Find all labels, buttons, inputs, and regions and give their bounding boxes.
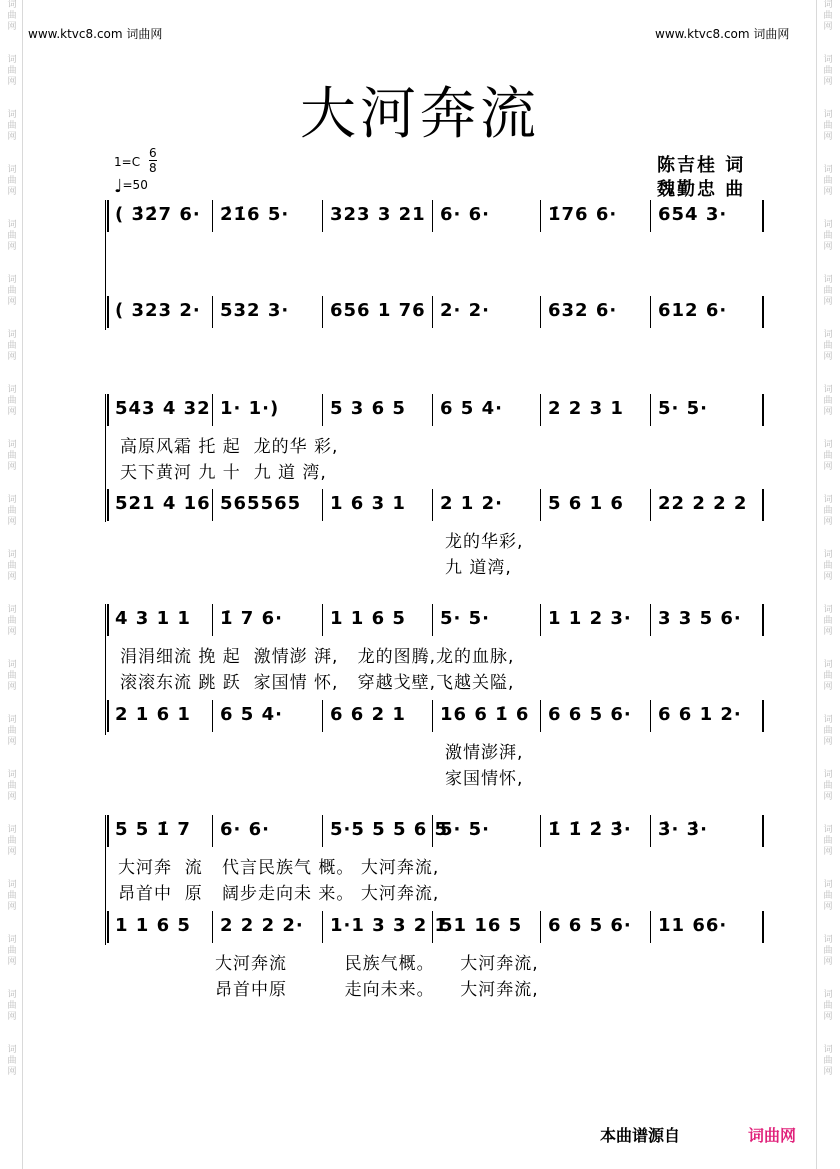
barline — [432, 296, 433, 328]
barline — [107, 700, 109, 732]
watermark-text: 词 曲 网 — [823, 825, 833, 857]
measure: 1̇76 6· — [548, 204, 618, 225]
barline — [322, 394, 323, 426]
barline — [650, 296, 651, 328]
lyric-line: 激情澎湃, — [445, 743, 524, 763]
measure: 16 6 1̇ 6 — [440, 704, 530, 725]
watermark-text: 词 曲 网 — [7, 495, 17, 527]
watermark-text: 词 曲 网 — [7, 550, 17, 582]
measure: 1 1 6 5 — [115, 915, 191, 936]
watermark-text: 词 曲 网 — [823, 0, 833, 32]
watermark-text: 词 曲 网 — [7, 0, 17, 32]
barline — [107, 911, 109, 943]
watermark-text: 词 曲 网 — [823, 660, 833, 692]
measure: 2 1 2· — [440, 493, 503, 514]
measure: 565565 — [220, 493, 302, 514]
measure: 6 6 2 1 — [330, 704, 406, 725]
watermark-text: 词 曲 网 — [823, 275, 833, 307]
lyric-line: 大河奔流 民族气概。 大河奔流, — [215, 954, 539, 974]
measure: 543 4 32 — [115, 398, 211, 419]
watermark-text: 词 曲 网 — [823, 55, 833, 87]
margin-line-right — [816, 0, 817, 1169]
watermark-text: 词 曲 网 — [823, 880, 833, 912]
barline — [107, 296, 109, 328]
measure: 5· 5· — [440, 819, 490, 840]
barline — [650, 394, 651, 426]
song-title: 大河奔流 — [300, 82, 540, 147]
lyric-line: 家国情怀, — [445, 769, 524, 789]
barline — [540, 700, 541, 732]
watermark-text: 词 曲 网 — [7, 55, 17, 87]
barline — [650, 604, 651, 636]
watermark-text: 词 曲 网 — [823, 1045, 833, 1077]
watermark-strip-left — [3, 0, 21, 1169]
measure: 6 6 5 6· — [548, 704, 632, 725]
watermark-text: 词 曲 网 — [823, 220, 833, 252]
barline — [212, 604, 213, 636]
barline — [322, 700, 323, 732]
watermark-text: 词 曲 网 — [7, 715, 17, 747]
measure: ( 3̇2̇7 6· — [115, 204, 201, 225]
lyric-line: 昂首中原 走向未来。 大河奔流, — [215, 980, 539, 1000]
measure: 1̇ 1̇ 2̇ 3̇· — [548, 819, 632, 840]
barline — [322, 489, 323, 521]
margin-line-left — [22, 0, 23, 1169]
barline — [762, 604, 764, 636]
measure: 3 3 5 6· — [658, 608, 742, 629]
lyric-line: 九 道湾, — [445, 558, 512, 578]
barline — [762, 296, 764, 328]
measure: 2 2 3 1 — [548, 398, 624, 419]
barline — [322, 815, 323, 847]
watermark-text: 词 曲 网 — [7, 440, 17, 472]
measure: 1·1 3 3 2 1 — [330, 915, 449, 936]
watermark-strip-right — [819, 0, 837, 1169]
lyric-line: 昂首中 原 阔步走向未 来。 大河奔流, — [118, 884, 440, 904]
watermark-text: 词 曲 网 — [7, 605, 17, 637]
measure: 4 3 1 1 — [115, 608, 191, 629]
barline — [540, 200, 541, 232]
watermark-text: 词 曲 网 — [7, 110, 17, 142]
meter-denominator: 8 — [149, 161, 157, 175]
barline — [650, 200, 651, 232]
measure: 6· 6· — [440, 204, 490, 225]
lyric-line: 高原风霜 托 起 龙的华 彩, — [120, 437, 339, 457]
measure: 5 3 6 5 — [330, 398, 406, 419]
lyric-line: 天下黄河 九 十 九 道 湾, — [120, 463, 327, 483]
barline — [212, 700, 213, 732]
barline — [107, 604, 109, 636]
lyric-line: 龙的华彩, — [445, 532, 524, 552]
watermark-text: 词 曲 网 — [823, 935, 833, 967]
footer-source-label: 本曲谱源自 — [600, 1126, 681, 1145]
barline — [650, 700, 651, 732]
barline — [432, 394, 433, 426]
watermark-text: 词 曲 网 — [823, 715, 833, 747]
tempo-value: =50 — [122, 178, 148, 192]
header-site-left[interactable]: www.ktvc8.com 词曲网 — [28, 27, 163, 41]
measure: 6 6 5 6· — [548, 915, 632, 936]
barline — [322, 200, 323, 232]
watermark-text: 词 曲 网 — [7, 990, 17, 1022]
watermark-text: 词 曲 网 — [823, 110, 833, 142]
measure: 2̇1̇6 5· — [220, 204, 290, 225]
barline — [762, 394, 764, 426]
barline — [540, 394, 541, 426]
tempo-marking — [114, 176, 148, 197]
watermark-text: 词 曲 网 — [823, 990, 833, 1022]
barline — [540, 604, 541, 636]
measure: 5· 5· — [440, 608, 490, 629]
measure: 6 6 1 2· — [658, 704, 742, 725]
measure: 654 3· — [658, 204, 728, 225]
measure: 2 2 2 2· — [220, 915, 304, 936]
watermark-text: 词 曲 网 — [7, 935, 17, 967]
key-signature: 1=C — [114, 155, 141, 169]
barline — [762, 911, 764, 943]
system-bracket — [105, 815, 106, 945]
watermark-text: 词 曲 网 — [7, 825, 17, 857]
lyric-line: 大河奔 流 代言民族气 概。 大河奔流, — [118, 858, 440, 878]
lyric-line: 滚滚东流 跳 跃 家国情 怀, 穿越戈壁,飞越关隘, — [120, 673, 515, 693]
barline — [540, 296, 541, 328]
measure: 1 6 3 1 — [330, 493, 406, 514]
lyricist-credit: 陈吉桂 词 — [657, 155, 746, 176]
watermark-text: 词 曲 网 — [7, 1045, 17, 1077]
header-site-right[interactable]: www.ktvc8.com 词曲网 — [655, 27, 790, 41]
barline — [212, 489, 213, 521]
measure: 632 6· — [548, 300, 618, 321]
barline — [650, 815, 651, 847]
composer-credit: 魏勤忠 曲 — [657, 179, 746, 200]
measure: 1 1 2 3· — [548, 608, 632, 629]
measure: 2 1 6 1 — [115, 704, 191, 725]
barline — [432, 489, 433, 521]
barline — [432, 200, 433, 232]
measure: 3̇· 3̇· — [658, 819, 708, 840]
barline — [322, 911, 323, 943]
barline — [540, 815, 541, 847]
system-bracket — [105, 604, 106, 735]
lyric-line: 涓涓细流 挽 起 激情澎 湃, 龙的图腾,龙的血脉, — [120, 647, 515, 667]
footer-source-site[interactable]: 词曲网 — [748, 1126, 797, 1145]
barline — [540, 489, 541, 521]
watermark-text: 词 曲 网 — [7, 385, 17, 417]
measure: 2· 2· — [440, 300, 490, 321]
barline — [212, 911, 213, 943]
barline — [762, 200, 764, 232]
watermark-text: 词 曲 网 — [823, 385, 833, 417]
watermark-text: 词 曲 网 — [7, 770, 17, 802]
measure: 612 6· — [658, 300, 728, 321]
barline — [762, 489, 764, 521]
watermark-text: 词 曲 网 — [7, 660, 17, 692]
watermark-text: 词 曲 网 — [7, 330, 17, 362]
measure: 5· 5· — [658, 398, 708, 419]
measure: 323 3 21 — [330, 204, 426, 225]
measure: 1 1 6 5 — [330, 608, 406, 629]
measure: 532 3· — [220, 300, 290, 321]
system-bracket — [105, 394, 106, 522]
barline — [107, 815, 109, 847]
barline — [432, 604, 433, 636]
quarter-note-icon: ♩ — [114, 176, 123, 197]
measure: 6 5 4· — [220, 704, 283, 725]
barline — [212, 394, 213, 426]
system-bracket — [105, 200, 106, 330]
watermark-text: 词 曲 网 — [7, 275, 17, 307]
barline — [107, 394, 109, 426]
measure: 6· 6· — [220, 819, 270, 840]
barline — [212, 200, 213, 232]
barline — [540, 911, 541, 943]
watermark-text: 词 曲 网 — [823, 495, 833, 527]
barline — [322, 296, 323, 328]
measure: 6 5 4· — [440, 398, 503, 419]
measure: 5 5 1̇ 7 — [115, 819, 191, 840]
measure: 5·5 5 5 6 5 — [330, 819, 449, 840]
watermark-text: 词 曲 网 — [823, 330, 833, 362]
measure: 1· 1·) — [220, 398, 280, 419]
watermark-text: 词 曲 网 — [823, 770, 833, 802]
measure: 521 4 16 — [115, 493, 211, 514]
barline — [107, 200, 109, 232]
measure: 51 16 5 — [440, 915, 523, 936]
watermark-text: 词 曲 网 — [823, 165, 833, 197]
barline — [107, 489, 109, 521]
measure: 11 66· — [658, 915, 728, 936]
measure: 656 1 76 — [330, 300, 426, 321]
barline — [322, 604, 323, 636]
watermark-text: 词 曲 网 — [7, 220, 17, 252]
measure: 1̇ 7 6· — [220, 608, 283, 629]
measure: 22 2 2 2 — [658, 493, 748, 514]
watermark-text: 词 曲 网 — [823, 550, 833, 582]
watermark-text: 词 曲 网 — [7, 880, 17, 912]
watermark-text: 词 曲 网 — [823, 440, 833, 472]
barline — [432, 700, 433, 732]
watermark-text: 词 曲 网 — [7, 165, 17, 197]
barline — [212, 815, 213, 847]
barline — [650, 489, 651, 521]
barline — [650, 911, 651, 943]
time-signature — [149, 146, 157, 175]
barline — [762, 700, 764, 732]
barline — [212, 296, 213, 328]
barline — [762, 815, 764, 847]
watermark-text: 词 曲 网 — [823, 605, 833, 637]
meter-numerator: 6 — [149, 146, 157, 160]
measure: ( 323 2· — [115, 300, 201, 321]
measure: 5 6 1 6 — [548, 493, 624, 514]
